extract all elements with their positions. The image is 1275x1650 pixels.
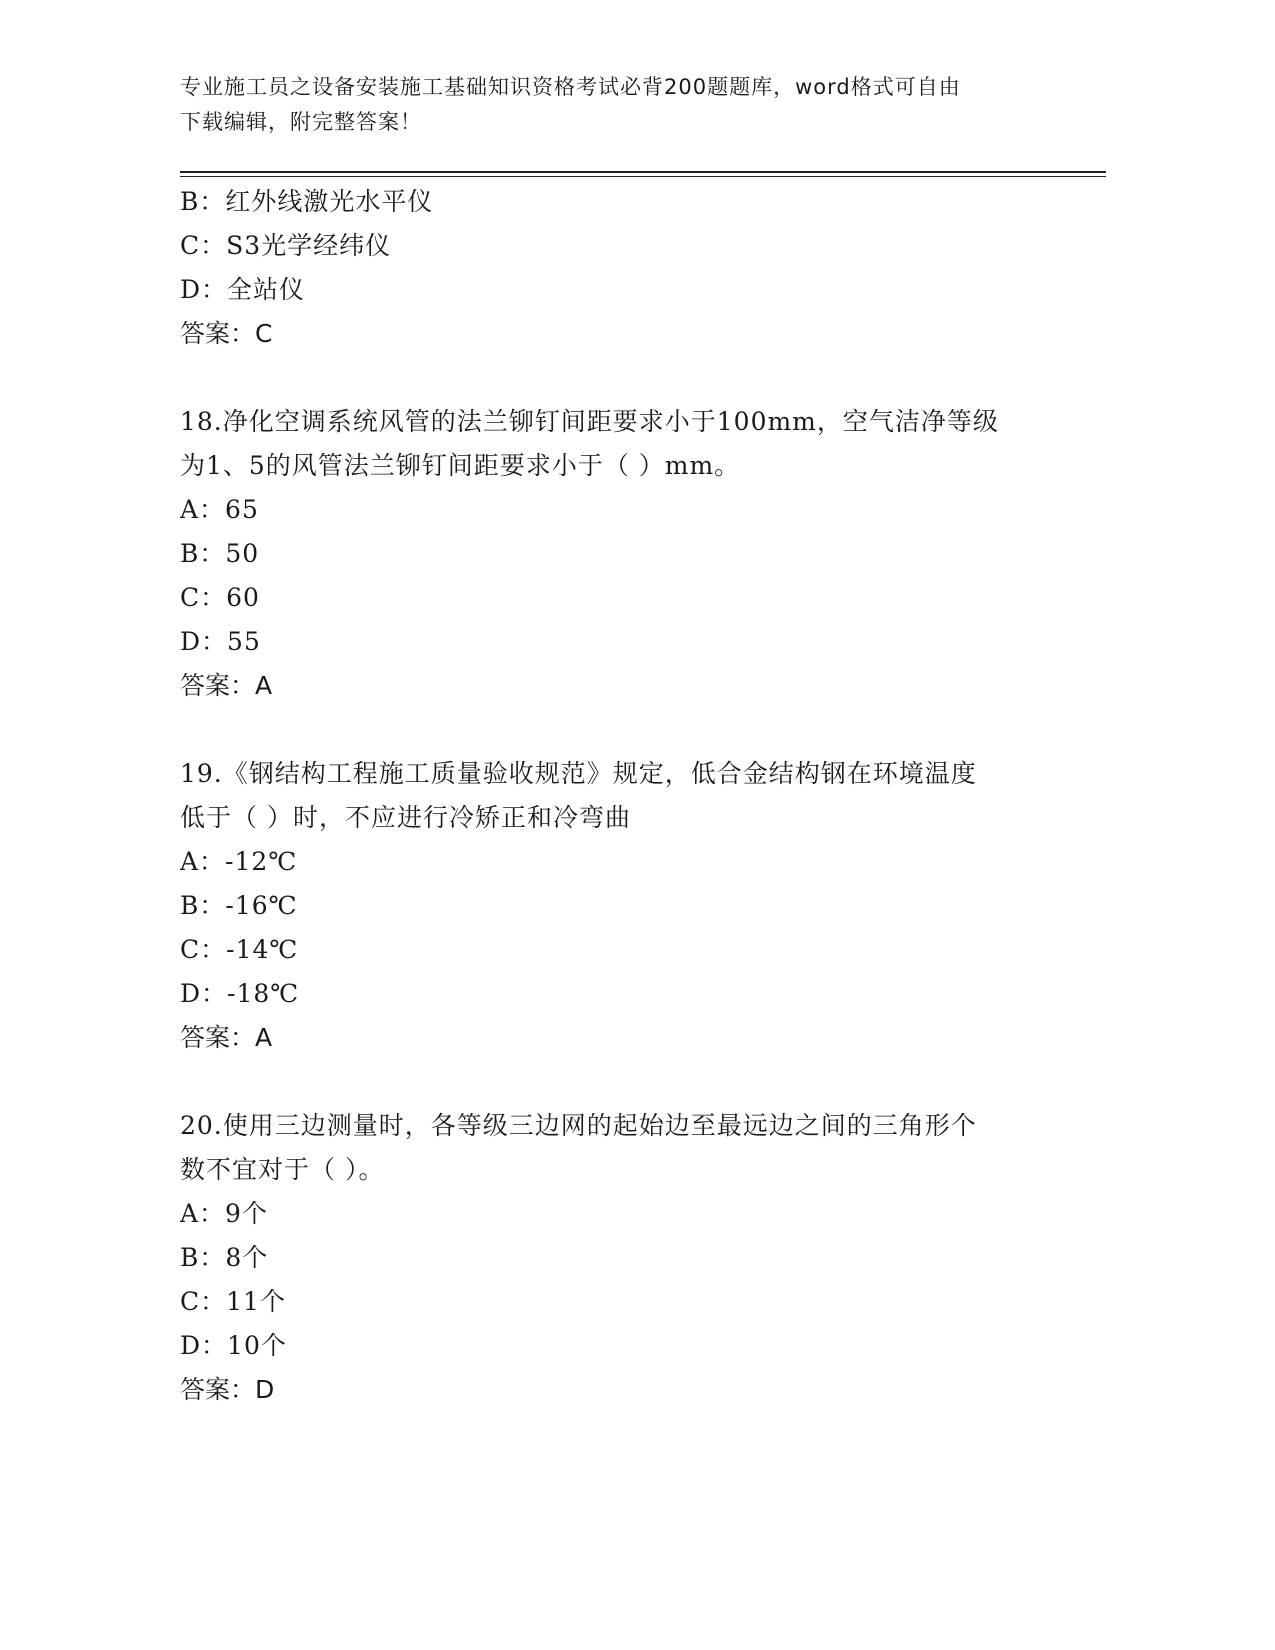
header-divider-thick [180,171,1106,173]
option-a: A：9个 [180,1199,268,1228]
question-text-line-1: 19.《钢结构工程施工质量验收规范》规定，低合金结构钢在环境温度 [180,759,977,788]
option-d: D：55 [180,627,261,656]
answer: 答案：A [180,671,273,700]
option-c: C：S3光学经纬仪 [180,231,392,260]
option-c: C：-14℃ [180,935,299,964]
option-b: B：-16℃ [180,891,298,920]
spacer [180,708,1060,752]
option-d: D：全站仪 [180,275,306,304]
option-a: A：-12℃ [180,847,298,876]
option-b: B：红外线激光水平仪 [180,187,434,216]
question-text-line-2: 低于（ ）时，不应进行冷矫正和冷弯曲 [180,803,631,832]
document-header [180,70,1060,140]
header-line-2: 下载编辑，附完整答案！ [180,110,422,134]
option-d: D：-18℃ [180,979,300,1008]
question-20 [180,1104,1060,1412]
option-c: C：11个 [180,1287,286,1316]
option-a: A：65 [180,495,259,524]
spacer [180,356,1060,400]
option-b: B：8个 [180,1243,269,1272]
previous-question-tail [180,180,1060,356]
question-text-line-2: 为1、5的风管法兰铆钉间距要求小于（ ）mm。 [180,451,741,480]
header-divider-thin [180,176,1106,177]
option-c: C：60 [180,583,260,612]
answer: 答案：C [180,319,273,348]
question-text-line-2: 数不宜对于（ ）。 [180,1155,385,1184]
question-content [180,180,1060,1412]
answer: 答案：D [180,1375,275,1404]
option-d: D：10个 [180,1331,287,1360]
question-text-line-1: 20.使用三边测量时，各等级三边网的起始边至最远边之间的三角形个 [180,1111,977,1140]
question-text-line-1: 18.净化空调系统风管的法兰铆钉间距要求小于100mm，空气洁净等级 [180,407,999,436]
question-19 [180,752,1060,1060]
spacer [180,1060,1060,1104]
header-line-1: 专业施工员之设备安装施工基础知识资格考试必背200题题库，word格式可自由 [180,75,961,99]
option-b: B：50 [180,539,260,568]
question-18 [180,400,1060,708]
answer: 答案：A [180,1023,273,1052]
